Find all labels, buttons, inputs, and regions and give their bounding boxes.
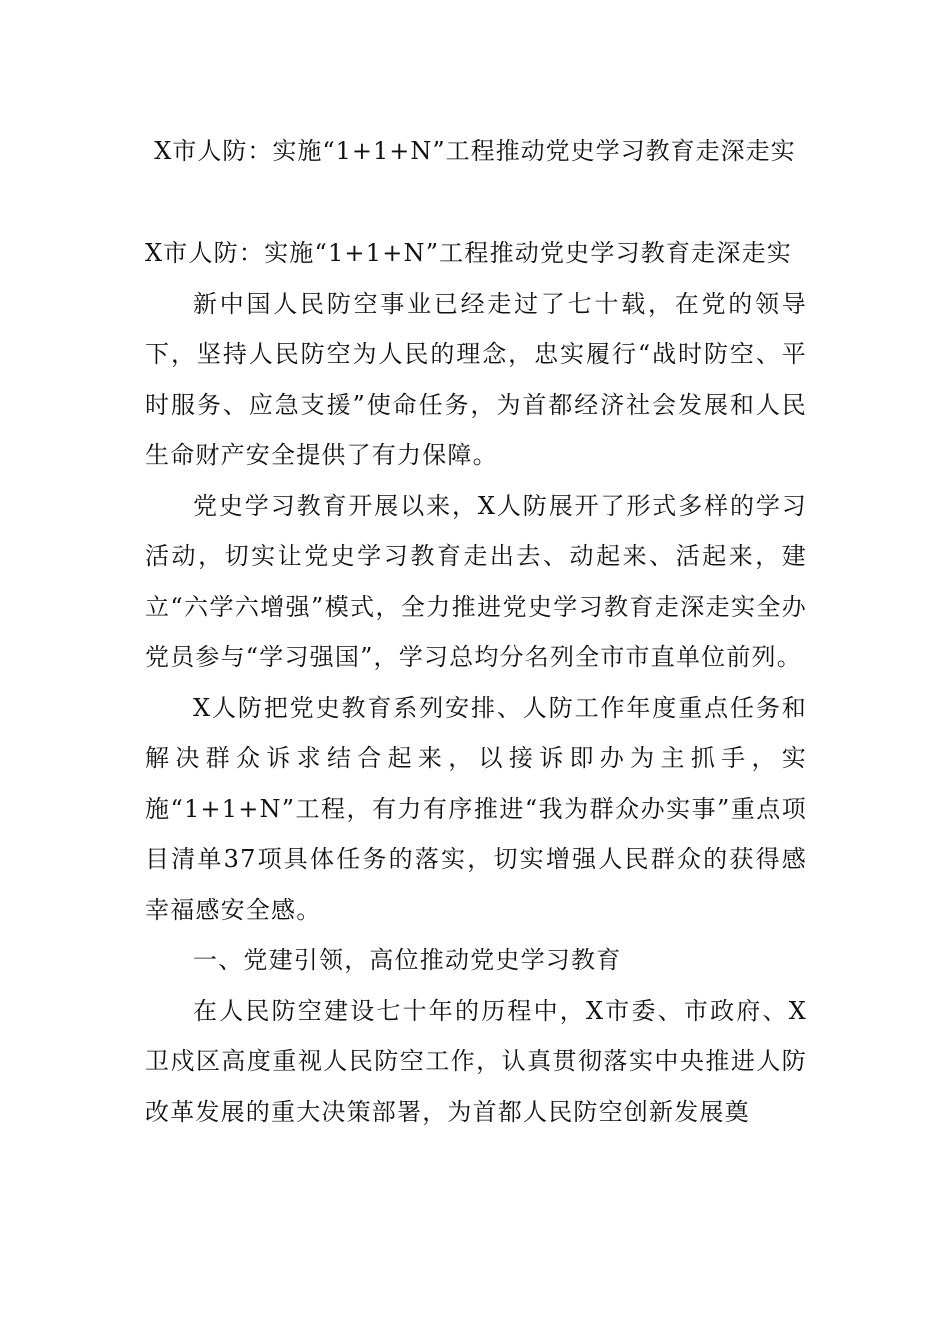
document-subtitle: X市人防：实施“1+1+N”工程推动党史学习教育走深走实: [145, 239, 792, 267]
document-body: [145, 228, 807, 1137]
paragraph: 新中国人民防空事业已经走过了七十载，在党的领导下，坚持人民防空为人民的理念，忠实履行“战时防空、平时服务、应急支援”使命任务，为首都经济社会发展和人民生命财产安全提供了有力保障。: [145, 289, 807, 469]
document-title: X市人防：实施“1+1+N”工程推动党史学习教育走深走实: [154, 137, 796, 165]
paragraph: X人防把党史教育系列安排、人防工作年度重点任务和解决群众诉求结合起来，以接诉即办为主抓手，实施“1+1+N”工程，有力有序推进“我为群众办实事”重点项目清单37项具体任务的落实，切实增强人民群众的获得感幸福感安全感。: [145, 693, 807, 924]
section-heading: 一、党建引领，高位推动党史学习教育: [193, 946, 622, 974]
paragraph: 在人民防空建设七十年的历程中，X市委、市政府、X卫戍区高度重视人民防空工作，认真贯彻落实中央推进人防改革发展的重大决策部署，为首都人民防空创新发展奠: [145, 996, 807, 1126]
paragraph: 党史学习教育开展以来，X人防展开了形式多样的学习活动，切实让党史学习教育走出去、动起来、活起来，建立“六学六增强”模式，全力推进党史学习教育走深走实全办党员参与“学习强国”，学习总均分名列全市市直单位前列。: [145, 491, 807, 671]
